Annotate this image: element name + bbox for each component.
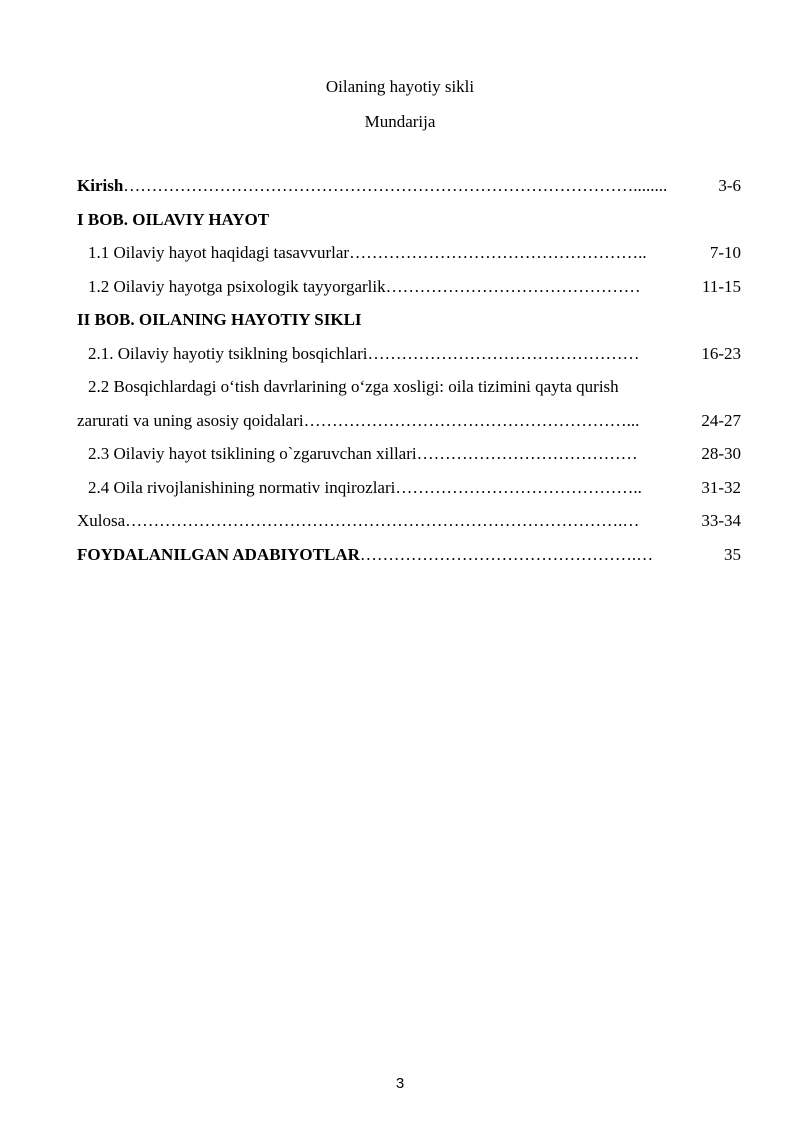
toc-leader-dots: ………………………………………………………………………………........ <box>123 176 668 195</box>
table-of-contents <box>77 175 741 577</box>
toc-chapter-2-heading[interactable] <box>77 309 741 343</box>
toc-entry-pages: 3-6 <box>718 176 741 195</box>
toc-entry-pages: 24-27 <box>701 410 741 430</box>
toc-entry-2-2-line-2[interactable] <box>77 410 741 444</box>
toc-leader-dots: ………………………………………….… <box>359 544 654 564</box>
toc-entry-label: FOYDALANILGAN ADABIYOTLAR <box>77 544 360 564</box>
toc-entry-label: 1.2 Oilaviy hayotga psixologik tayyorgarlik <box>88 276 386 296</box>
toc-entry-xulosa[interactable] <box>77 510 741 544</box>
toc-entry-pages: 33-34 <box>701 511 741 530</box>
toc-entry-pages: 28-30 <box>701 444 741 463</box>
toc-entry-pages: 35 <box>724 544 741 564</box>
toc-entry-references[interactable] <box>77 544 741 578</box>
document-title: Oilaning hayotiy sikli <box>325 77 475 96</box>
toc-entry-pages: 31-32 <box>701 477 741 497</box>
toc-leader-dots: …………………………………………….. <box>349 243 647 262</box>
toc-entry-label: 2.1. Oilaviy hayotiy tsiklning bosqichlari <box>88 343 368 363</box>
toc-entry-label: zarurati va uning asosiy qoidalari <box>77 410 304 430</box>
toc-entry-label: 2.3 Oilaviy hayot tsiklining o`zgaruvchan xillari <box>88 444 417 463</box>
contents-heading: Mundarija <box>364 112 436 131</box>
page-number: 3 <box>395 1075 405 1092</box>
toc-entry-2-1[interactable] <box>77 343 741 377</box>
toc-entry-label: Kirish <box>77 176 124 195</box>
toc-entry-2-2-line-1[interactable] <box>77 376 741 410</box>
toc-entry-label: 1.1 Oilaviy hayot haqidagi tasavvurlar <box>88 243 350 262</box>
toc-leader-dots: …………………………………………………………………………….… <box>125 511 640 530</box>
toc-entry-kirish[interactable] <box>77 175 741 209</box>
toc-entry-pages: 11-15 <box>701 276 741 296</box>
toc-entry-1-1[interactable] <box>77 242 741 276</box>
toc-leader-dots: …………………………………….. <box>395 477 642 497</box>
toc-entry-label: I BOB. OILAVIY HAYOT <box>77 209 270 229</box>
toc-entry-1-2[interactable] <box>77 276 741 310</box>
toc-leader-dots: …………………………………………………... <box>303 410 640 430</box>
toc-entry-label: 2.4 Oila rivojlanishining normativ inqirozlari <box>88 477 396 497</box>
toc-leader-dots: ………………………………………… <box>367 343 640 363</box>
toc-entry-pages: 7-10 <box>709 243 741 262</box>
toc-leader-dots: ………………………………… <box>416 444 638 463</box>
toc-entry-label: II BOB. OILANING HAYOTIY SIKLI <box>77 310 362 329</box>
toc-entry-pages: 16-23 <box>701 343 741 363</box>
toc-leader-dots: ……………………………………… <box>385 276 641 296</box>
toc-entry-label: Xulosa <box>77 511 126 530</box>
toc-entry-2-4[interactable] <box>77 477 741 511</box>
toc-entry-label: 2.2 Bosqichlardagi o‘tish davrlarining o‘zga xosligi: oila tizimini qayta qurish <box>88 377 619 396</box>
toc-entry-2-3[interactable] <box>77 443 741 477</box>
toc-chapter-1-heading[interactable] <box>77 209 741 243</box>
